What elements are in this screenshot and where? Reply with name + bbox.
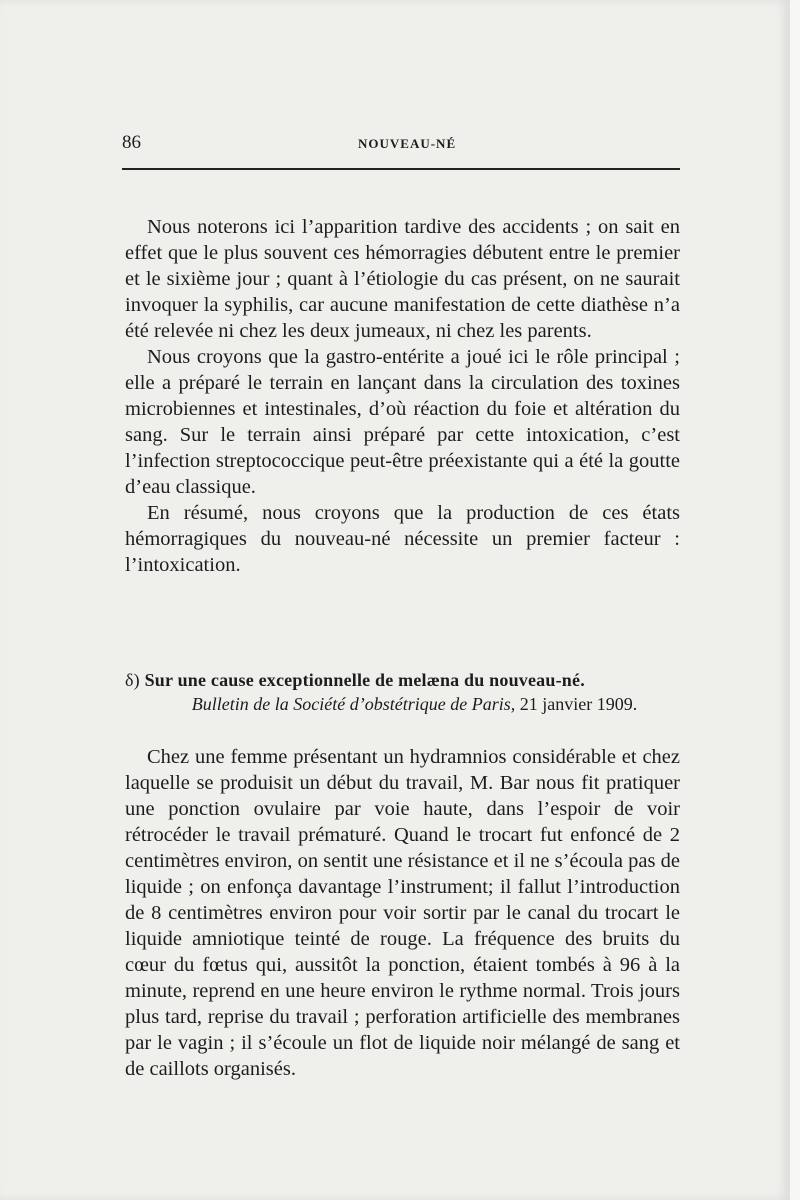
section-title-line [125, 668, 680, 692]
section-marker: δ) [125, 670, 140, 690]
paragraph: En résumé, nous croyons que la production de ces états hémorragiques du nouveau-né nécessite un premier facteur : l’intoxication. [125, 502, 680, 576]
page-header [122, 128, 680, 158]
source-date: 21 janvier 1909. [519, 694, 638, 714]
page-number: 86 [122, 132, 141, 153]
paragraph: Nous noterons ici l’apparition tardive des accidents ; on sait en effet que le plus souvent ces hémorragies débutent entre le premier et le sixième jour ; quant à l’étiologie du cas présent, on ne saurait invoquer la syphilis, car aucune manifestation de cette diathèse n’a été relevée ni chez les deux jumeaux, ni chez les parents. [125, 216, 680, 342]
section-heading [125, 668, 680, 716]
body-text-bottom [125, 744, 680, 1082]
header-rule [122, 168, 680, 170]
running-title: NOUVEAU-NÉ [358, 136, 457, 151]
paragraph: Nous croyons que la gastro-entérite a joué ici le rôle principal ; elle a préparé le terrain en lançant dans la circulation des toxines microbiennes et intestinales, d’où réaction du foie et altération du sang. Sur le terrain ainsi préparé par cette intoxication, c’est l’infection streptococcique peut-être préexistante qui a été la goutte d’eau classique. [125, 346, 680, 498]
source-journal: Bulletin de la Société d’obstétrique de Paris, [191, 694, 516, 714]
body-text-top [125, 214, 680, 578]
section-title: Sur une cause exceptionnelle de melæna du nouveau-né. [144, 670, 585, 690]
page-edge [790, 0, 800, 1200]
section-source [125, 692, 680, 716]
paragraph: Chez une femme présentant un hydramnios considérable et chez laquelle se produisit un début du travail, M. Bar nous fit pratiquer une ponction ovulaire par voie haute, dans l’espoir de voir rétrocéder le travail prématuré. Quand le trocart fut enfoncé de 2 centimètres environ, on sentit une résistance et il ne s’écoula pas de liquide ; on enfonça davantage l’instrument; il fallut l’introduction de 8 centimètres environ pour voir sortir par le canal du trocart le liquide amniotique teinté de rouge. La fréquence des bruits du cœur du fœtus qui, aussitôt la ponction, étaient tombés à 96 à la minute, reprend en une heure environ le rythme normal. Trois jours plus tard, reprise du travail ; perforation artificielle des membranes par le vagin ; il s’écoule un flot de liquide noir mélangé de sang et de caillots organisés. [125, 746, 680, 1080]
